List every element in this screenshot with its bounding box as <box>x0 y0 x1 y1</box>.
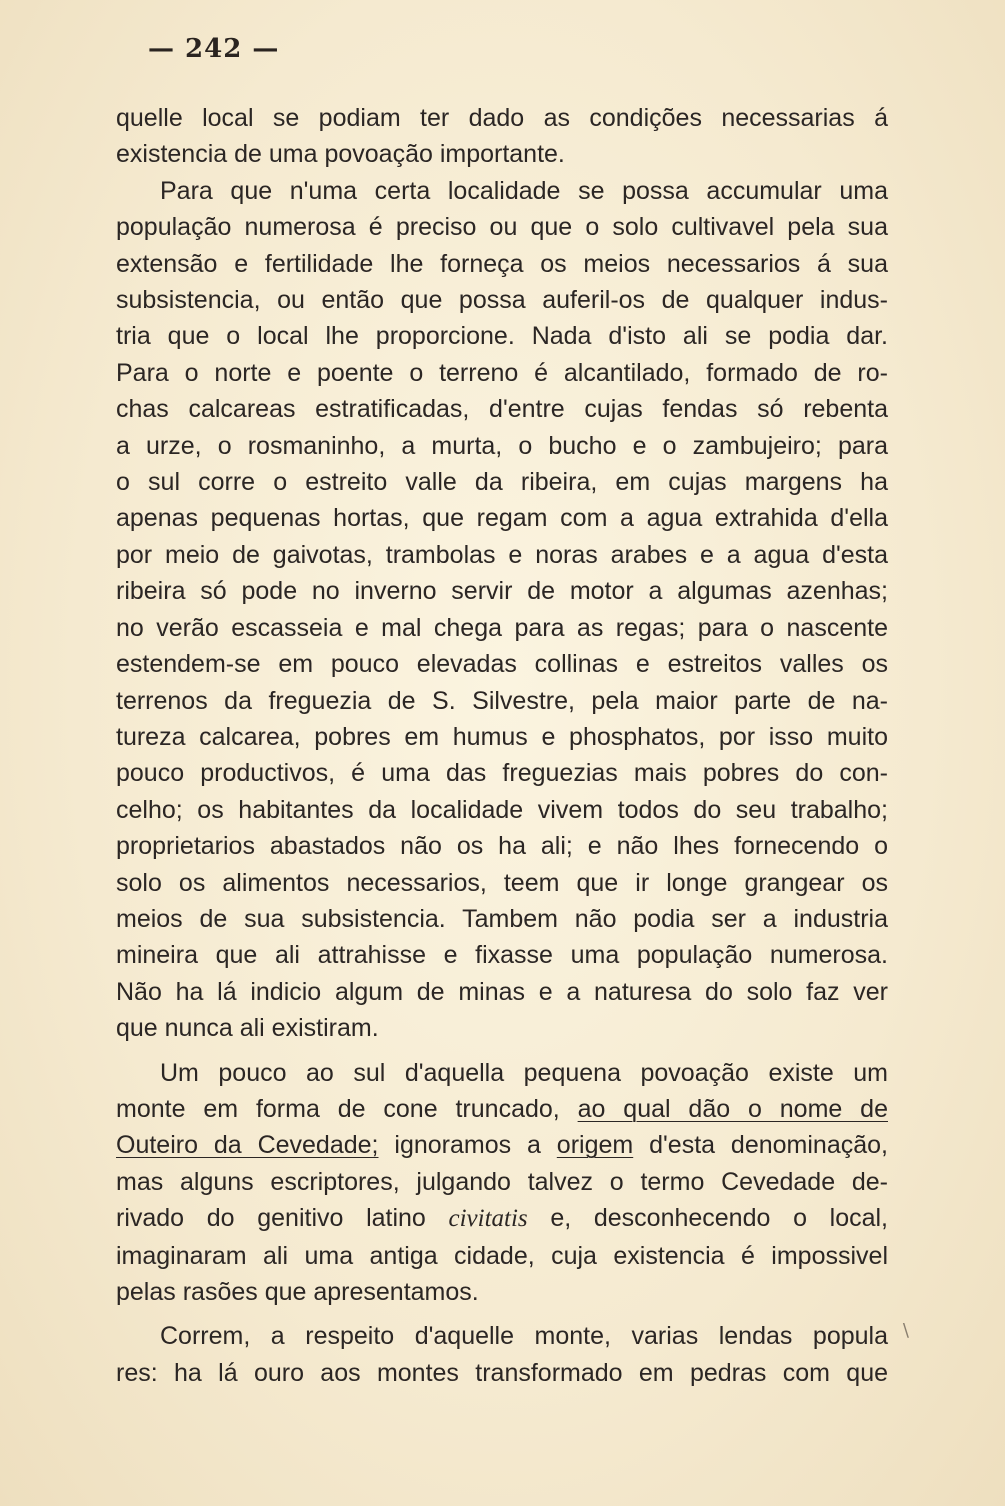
text-line: o sul corre o estreito valle da ribeira, em cujas margens ha <box>116 468 888 497</box>
underlined-text: Outeiro da Cevedade; <box>116 1131 379 1160</box>
text-fragment: e, desconhecendo o local, <box>550 1204 888 1233</box>
text-line <box>116 1127 888 1163</box>
text-line: res: ha lá ouro aos montes transformado em pedras com que <box>116 1358 888 1387</box>
text-line: tria que o local lhe proporcione. Nada d'isto ali se podia dar. <box>116 322 888 351</box>
text-line: extensão e fertilidade lhe forneça os meios necessarios á sua <box>116 249 888 278</box>
text-line: Para o norte e poente o terreno é alcantilado, formado de ro- <box>116 358 888 387</box>
text-line: apenas pequenas hortas, que regam com a agua extrahida d'ella <box>116 504 888 533</box>
text-line <box>116 1091 888 1127</box>
underlined-text: ao qual dão o nome de <box>577 1094 888 1123</box>
text-line: a urze, o rosmaninho, a murta, o bucho e o zambujeiro; para <box>116 431 888 460</box>
text-line: mineira que ali attrahisse e fixasse uma população numerosa. <box>116 941 888 970</box>
text-line: pouco productivos, é uma das freguezias mais pobres do con- <box>116 759 888 788</box>
body-text <box>116 100 888 1391</box>
page-number: — 242 — <box>148 34 280 64</box>
paragraph-gap <box>116 1310 888 1318</box>
text-fragment: ignoramos a <box>394 1131 541 1160</box>
text-line: pelas rasões que apresentamos. <box>116 1278 479 1306</box>
text-line: Um pouco ao sul d'aquella pequena povoação existe um <box>160 1058 888 1087</box>
text-fragment: d'esta denominação, <box>649 1131 888 1160</box>
text-line: solo os alimentos necessarios, teem que ir longe grangear os <box>116 868 888 897</box>
text-line: proprietarios abastados não os ha ali; e não lhes fornecendo o <box>116 832 888 861</box>
paragraph-gap <box>116 1047 888 1055</box>
text-line: imaginaram ali uma antiga cidade, cuja existencia é impossivel <box>116 1241 888 1270</box>
underlined-text: origem <box>556 1131 634 1160</box>
text-line: meios de sua subsistencia. Tambem não podia ser a industria <box>116 904 888 933</box>
text-line: celho; os habitantes da localidade vivem todos do seu trabalho; <box>116 795 888 824</box>
italic-term: civitatis <box>448 1205 528 1233</box>
text-line: por meio de gaivotas, trambolas e noras arabes e a agua d'esta <box>116 540 888 569</box>
text-line: população numerosa é preciso ou que o solo cultivavel pela sua <box>116 213 888 242</box>
text-line: quelle local se podiam ter dado as condições necessarias á <box>116 104 888 132</box>
text-line: que nunca ali existiram. <box>116 1014 379 1043</box>
text-line: Correm, a respeito d'aquelle monte, varias lendas popula <box>160 1322 888 1351</box>
text-line: Não ha lá indicio algum de minas e a naturesa do solo faz ver <box>116 977 888 1006</box>
text-fragment: monte em forma de cone truncado, <box>116 1094 560 1123</box>
text-line: chas calcareas estratificadas, d'entre cujas fendas só rebenta <box>116 395 888 424</box>
text-line: subsistencia, ou então que possa auferil-os de qualquer indus- <box>116 286 888 315</box>
text-line: terrenos da freguezia de S. Silvestre, pela maior parte de na- <box>116 686 888 715</box>
text-fragment: rivado do genitivo latino <box>116 1204 426 1233</box>
text-line: mas alguns escriptores, julgando talvez o termo Cevedade de- <box>116 1167 888 1196</box>
text-line: existencia de uma povoação importante. <box>116 140 565 169</box>
text-line: estendem-se em pouco elevadas collinas e estreitos valles os <box>116 650 888 679</box>
text-line: no verão escasseia e mal chega para as regas; para o nascente <box>116 613 888 642</box>
margin-mark: \ <box>902 1320 909 1341</box>
text-line: ribeira só pode no inverno servir de motor a algumas azenhas; <box>116 577 888 606</box>
text-line <box>116 1200 888 1237</box>
text-line: tureza calcarea, pobres em humus e phosphatos, por isso muito <box>116 722 888 751</box>
text-line: Para que n'uma certa localidade se possa accumular uma <box>160 176 888 205</box>
